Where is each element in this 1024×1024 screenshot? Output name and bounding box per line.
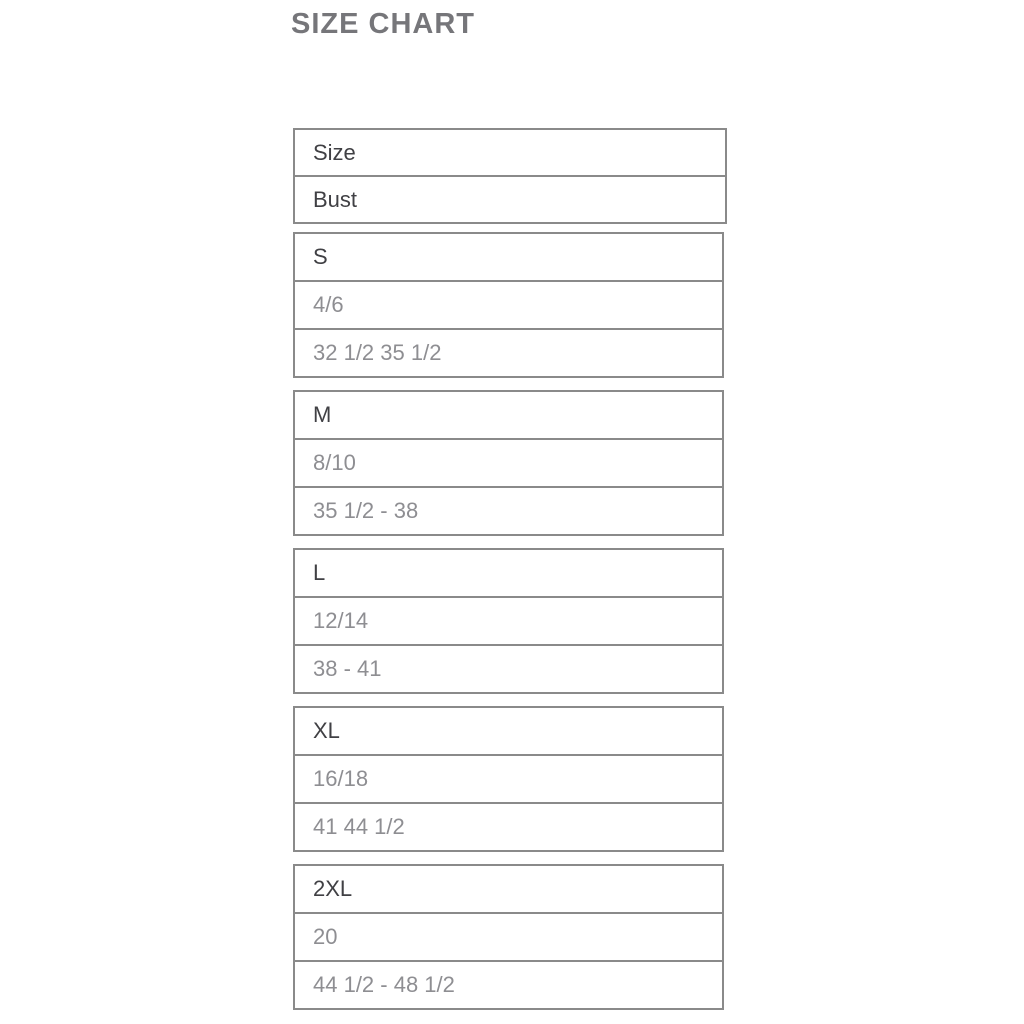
bust-value-cell: 38 - 41 bbox=[295, 644, 722, 692]
size-block-l bbox=[293, 548, 724, 694]
size-block-s bbox=[293, 232, 724, 378]
size-chart bbox=[293, 128, 727, 1022]
size-value-cell: 8/10 bbox=[295, 438, 722, 486]
size-value-cell: 20 bbox=[295, 912, 722, 960]
size-label-cell: M bbox=[313, 402, 332, 427]
size-value-cell: 4/6 bbox=[295, 280, 722, 328]
size-chart-header-block bbox=[293, 128, 727, 224]
size-value-cell: 16/18 bbox=[295, 754, 722, 802]
size-block-xl bbox=[293, 706, 724, 852]
bust-value-cell: 41 44 1/2 bbox=[295, 802, 722, 850]
bust-value-cell: 32 1/2 35 1/2 bbox=[295, 328, 722, 376]
size-block-m bbox=[293, 390, 724, 536]
size-block-2xl bbox=[293, 864, 724, 1010]
size-label-cell: 2XL bbox=[313, 876, 353, 901]
size-value-cell: 12/14 bbox=[295, 596, 722, 644]
bust-value-cell: 44 1/2 - 48 1/2 bbox=[295, 960, 722, 1008]
size-label-cell: L bbox=[313, 560, 326, 585]
header-cell-size: Size bbox=[313, 140, 356, 165]
bust-value-cell: 35 1/2 - 38 bbox=[295, 486, 722, 534]
size-label-cell: XL bbox=[313, 718, 340, 743]
page-title: SIZE CHART bbox=[291, 8, 475, 40]
size-label-cell: S bbox=[313, 244, 328, 269]
header-cell-bust: Bust bbox=[295, 175, 725, 222]
